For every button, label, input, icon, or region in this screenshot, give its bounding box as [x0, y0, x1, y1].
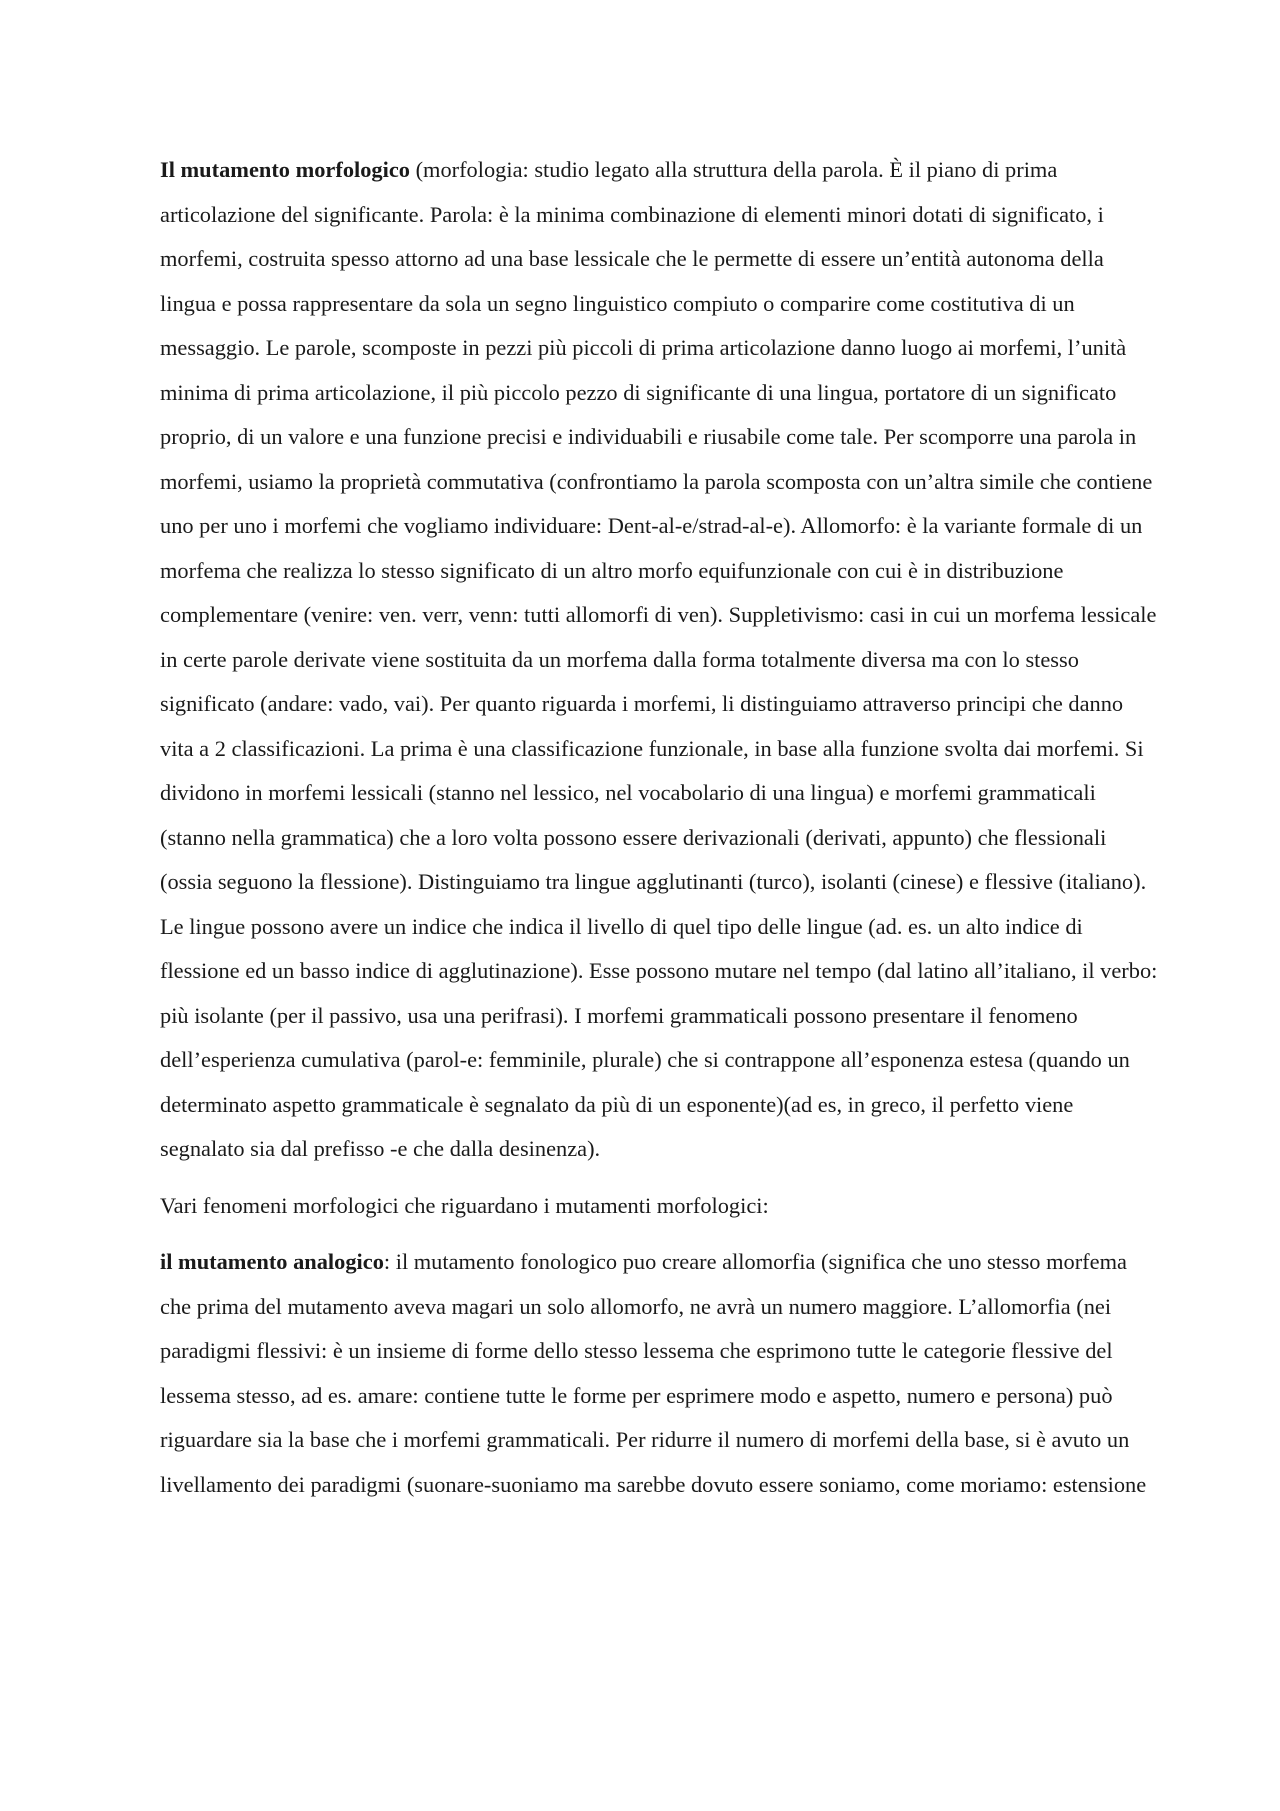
document-body: [160, 148, 1158, 1519]
paragraph-heading-bold: il mutamento analogico: [160, 1249, 384, 1274]
paragraph-text: : il mutamento fonologico puo creare allomorfia (significa che uno stesso morfema che prima del mutamento aveva magari un solo allomorfo, ne avrà un numero maggiore. L’allomorfia (nei paradigmi flessivi: è un insieme di forme dello stesso lessema che esprimono tutte le categorie flessive del lessema stesso, ad es. amare: contiene tutte le forme per esprimere modo e aspetto, numero e persona) può riguardare sia la base che i morfemi grammaticali. Per ridurre il numero di morfemi della base, si è avuto un livellamento dei paradigmi (suonare-suoniamo ma sarebbe dovuto essere soniamo, come moriamo: estensione: [160, 1249, 1147, 1497]
paragraph-fenomeni-intro: [160, 1184, 1158, 1229]
paragraph-heading-bold: Il mutamento morfologico: [160, 157, 410, 182]
paragraph-text: (morfologia: studio legato alla struttura della parola. È il piano di prima articolazione del significante. Parola: è la minima combinazione di elementi minori dotati di significato, i morfemi, costruita spesso attorno ad una base lessicale che le permette di essere un’entità autonoma della lingua e possa rappresentare da sola un segno linguistico compiuto o comparire come costitutiva di un messaggio. Le parole, scomposte in pezzi più piccoli di prima articolazione danno luogo ai morfemi, l’unità minima di prima articolazione, il più piccolo pezzo di significante di una lingua, portatore di un significato proprio, di un valore e una funzione precisi e individuabili e riusabile come tale. Per scomporre una parola in morfemi, usiamo la proprietà commutativa (confrontiamo la parola scomposta con un’altra simile che contiene uno per uno i morfemi che vogliamo individuare: Dent-al-e/strad-al-e). Allomorfo: è la variante formale di un morfema che realizza lo stesso significato di un altro morfo equifunzionale con cui è in distribuzione complementare (venire: ven. verr, venn: tutti allomorfi di ven). Suppletivismo: casi in cui un morfema lessicale in certe parole derivate viene sostituita da un morfema dalla forma totalmente diversa ma con lo stesso significato (andare: vado, vai). Per quanto riguarda i morfemi, li distinguiamo attraverso principi che danno vita a 2 classificazioni. La prima è una classificazione funzionale, in base alla funzione svolta dai morfemi. Si dividono in morfemi lessicali (stanno nel lessico, nel vocabolario di una lingua) e morfemi grammaticali (stanno nella grammatica) che a loro volta possono essere derivazionali (derivati, appunto) che flessionali (ossia seguono la flessione). Distinguiamo tra lingue agglutinanti (turco), isolanti (cinese) e flessive (italiano). Le lingue possono avere un indice che indica il livello di quel tipo delle lingue (ad. es. un alto indice di flessione ed un basso indice di agglutinazione). Esse possono mutare nel tempo (dal latino all’italiano, il verbo: più isolante (per il passivo, usa una perifrasi). I morfemi grammaticali possono presentare il fenomeno dell’esperienza cumulativa (parol-e: femminile, plurale) che si contrappone all’esponenza estesa (quando un determinato aspetto grammaticale è segnalato da più di un esponente)(ad es, in greco, il perfetto viene segnalato sia dal prefisso -e che dalla desinenza).: [160, 157, 1158, 1161]
paragraph-mutamento-analogico: [160, 1240, 1158, 1507]
paragraph-mutamento-morfologico: [160, 148, 1158, 1172]
paragraph-text: Vari fenomeni morfologici che riguardano i mutamenti morfologici:: [160, 1192, 769, 1218]
